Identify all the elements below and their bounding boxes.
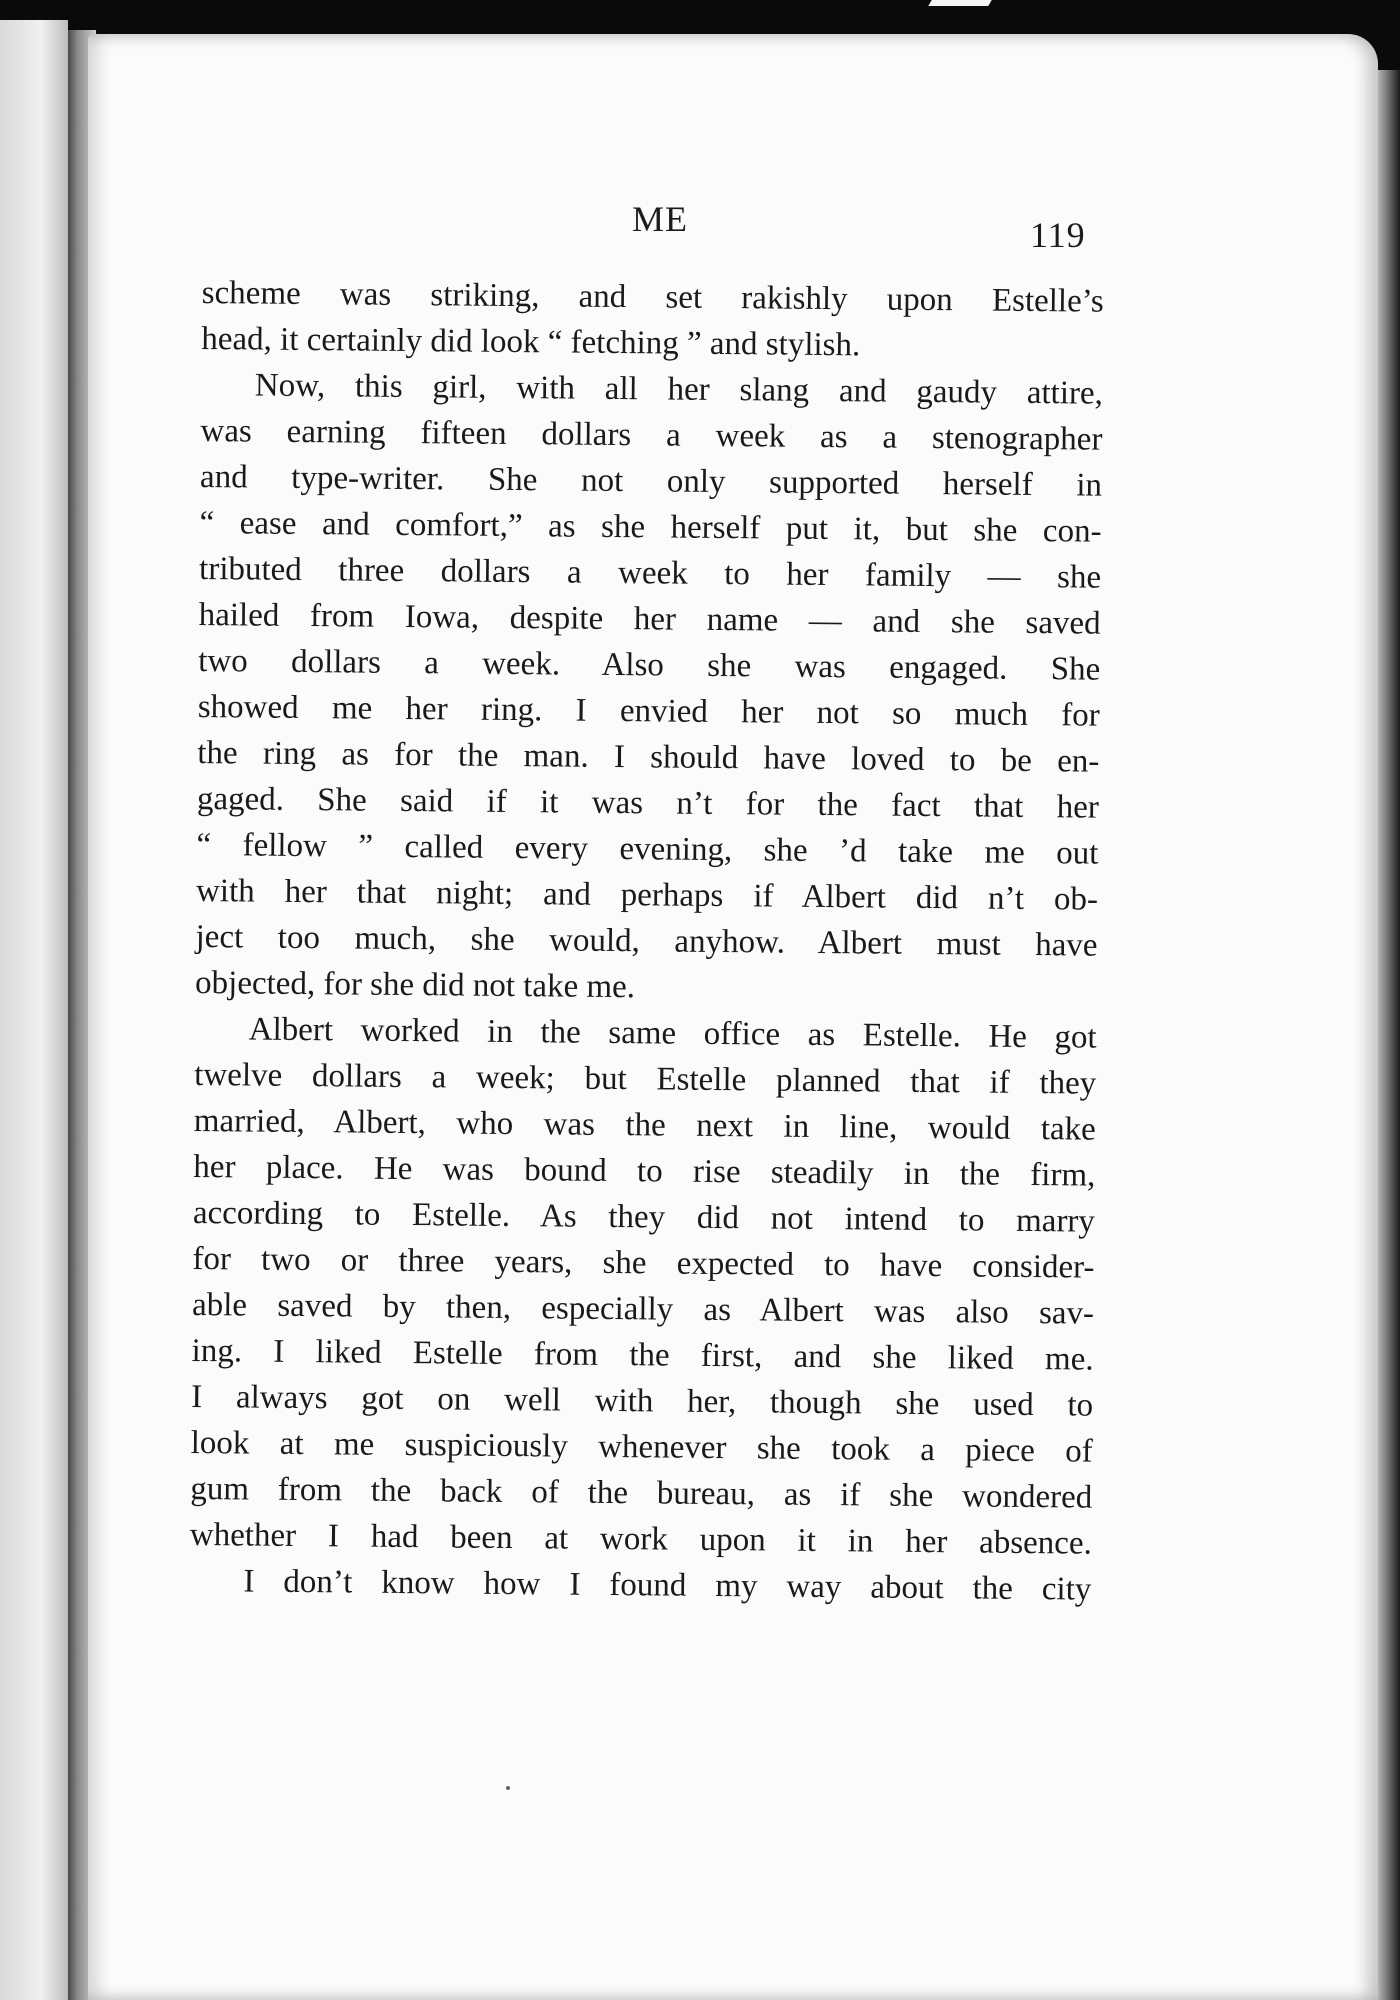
text-line: “ fellow ” called every evening, she ’d take me out [196,826,1099,872]
scan-edge-mark [928,0,991,6]
text-line: two dollars a week. Also she was engaged. She [198,642,1101,688]
text-line: scheme was striking, and set rakishly upon Estelle’s [201,274,1104,320]
text-line: showed me her ring. I envied her not so much for [197,688,1100,734]
text-line: her place. He was bound to rise steadily in the firm, [193,1148,1096,1194]
text-line: was earning fifteen dollars a week as a stenographer [200,412,1103,458]
text-line: ject too much, she would, anyhow. Albert must have [195,918,1098,964]
text-line: able saved by then, especially as Albert was also sav- [191,1286,1095,1332]
text-line: I always got on well with her, though she used to [191,1378,1094,1424]
text-line: gum from the back of the bureau, as if she wondered [190,1470,1093,1516]
page-number: 119 [1030,215,1086,255]
text-line: for two or three years, she expected to have consider- [192,1240,1095,1286]
text-line: the ring as for the man. I should have loved to be en- [197,734,1100,780]
running-head: ME [632,199,688,239]
facing-page-edge [0,20,68,2000]
text-line: I don’t know how I found my way about the city [243,1563,1092,1608]
ink-speck [506,1786,510,1790]
body-text [189,270,1104,1613]
text-line: according to Estelle. As they did not intend to marry [192,1194,1096,1240]
text-line: whether I had been at work upon it in her absence. [189,1516,1092,1562]
text-line: head, it certainly did look “ fetching ” and stylish. [201,320,861,364]
text-line: Now, this girl, with all her slang and gaudy attire, [254,367,1104,412]
text-line: tributed three dollars a week to her family — she [198,550,1102,596]
page-right-edge [1378,70,1400,2000]
text-line: look at me suspiciously whenever she took a piece of [190,1424,1093,1470]
text-line: hailed from Iowa, despite her name — and she saved [198,596,1101,642]
text-line: gaged. She said if it was n’t for the fact that her [196,780,1100,826]
text-line: and type-writer. She not only supported herself in [199,458,1103,504]
text-line: twelve dollars a week; but Estelle planned that if they [194,1056,1097,1102]
text-line: Albert worked in the same office as Estelle. He got [248,1011,1097,1056]
text-line: “ ease and comfort,” as she herself put it, but she con- [199,504,1102,550]
text-line: with her that night; and perhaps if Albert did n’t ob- [195,872,1099,918]
text-line: ing. I liked Estelle from the first, and she liked me. [191,1332,1094,1378]
text-line: married, Albert, who was the next in line, would take [193,1102,1096,1148]
text-line: objected, for she did not take me. [194,964,636,1006]
